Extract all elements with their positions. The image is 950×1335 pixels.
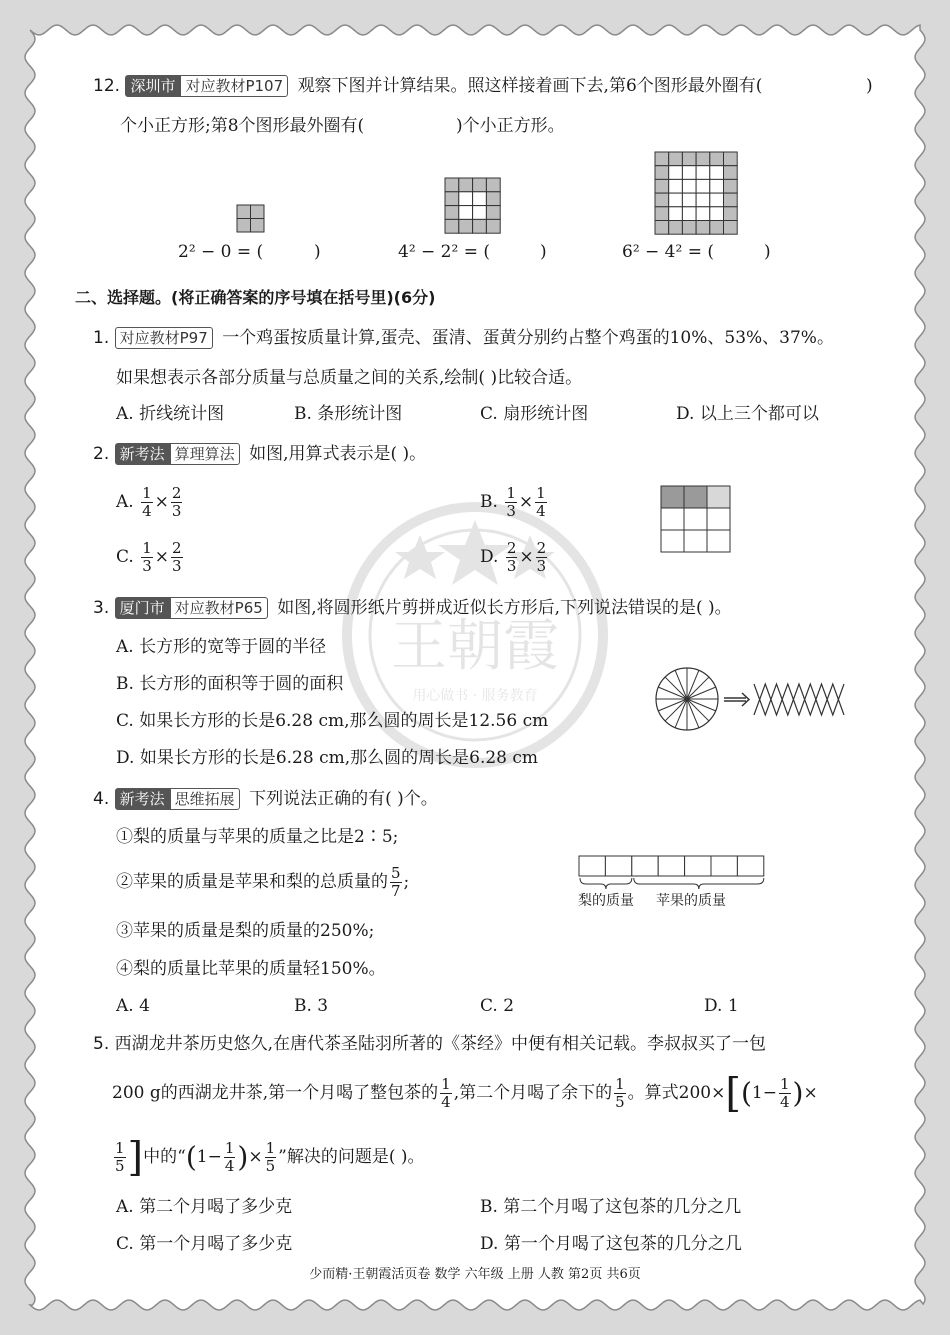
q3-option-b: B. 长方形的面积等于圆的面积	[116, 674, 344, 694]
q1-option-d: D. 以上三个都可以	[676, 404, 819, 424]
q5-option-c: C. 第一个月喝了多少克	[116, 1234, 293, 1254]
q5-option-a: A. 第二个月喝了多少克	[116, 1197, 293, 1217]
q3-option-c: C. 如果长方形的长是6.28 cm,那么圆的周长是12.56 cm	[116, 711, 549, 731]
q12-figure-1	[236, 204, 266, 234]
q4-text: 下列说法正确的有( )个。	[249, 789, 438, 809]
q2-option-d: D. $\frac{2}{3}$ × $\frac{2}{3}$	[480, 539, 547, 575]
arrow-icon	[724, 693, 749, 706]
q4-number: 4.	[93, 789, 110, 809]
q2-grid-figure	[660, 485, 732, 555]
q12-expr3: 6² − 4² = (	[622, 242, 714, 262]
watermark-brand: 王朝霞	[391, 614, 559, 679]
watermark-slogan: 用心做书 · 服务教育	[412, 688, 538, 704]
q5-number: 5.	[93, 1034, 110, 1054]
q2-line	[93, 443, 426, 465]
q1-option-b: B. 条形统计图	[294, 404, 403, 424]
q1-option-c: C. 扇形统计图	[480, 404, 589, 424]
q12-text2b: )个小正方形。	[456, 116, 565, 136]
q2-option-c: C. $\frac{1}{3}$ × $\frac{2}{3}$	[116, 539, 182, 575]
q3-option-d: D. 如果长方形的长是6.28 cm,那么圆的周长是6.28 cm	[116, 748, 539, 768]
q2-number: 2.	[93, 444, 110, 464]
q5-line3: $\frac{1}{5}$ ]中的“(1− $\frac{1}{4}$ )× $\frac{1}{5}$ ”解决的问题是( )。	[115, 1134, 425, 1181]
q4-option-c: C. 2	[480, 996, 515, 1016]
q4-option-a: A. 4	[116, 996, 150, 1016]
q3-number: 3.	[93, 598, 110, 618]
q1-option-a: A. 折线统计图	[116, 404, 225, 424]
q3-ref-tag: 对应教材P65	[170, 597, 268, 619]
q4-line	[93, 788, 438, 810]
q12-figure-3	[654, 151, 739, 235]
q4-statement-4: ④梨的质量比苹果的质量轻150%。	[116, 959, 386, 979]
q3-circle-figure	[654, 664, 849, 732]
q4-label-pear: 梨的质量	[578, 893, 634, 909]
q5-line1	[93, 1033, 766, 1055]
q5-option-b: B. 第二个月喝了这包茶的几分之几	[480, 1197, 742, 1217]
q4-statement-3: ③苹果的质量是梨的质量的250%;	[116, 921, 375, 941]
q5-option-d: D. 第一个月喝了这包茶的几分之几	[480, 1234, 742, 1254]
q2-option-a: A. $\frac{1}{4}$ × $\frac{2}{3}$	[116, 484, 182, 520]
q12-city-tag: 深圳市	[125, 75, 180, 97]
q2-tag1: 新考法	[115, 443, 170, 465]
q2-option-b: B. $\frac{1}{3}$ × $\frac{1}{4}$	[480, 484, 546, 520]
q12-expr1-close: )	[314, 242, 321, 262]
q4-option-d: D. 1	[704, 996, 739, 1016]
q1-line1	[93, 327, 834, 349]
q3-text: 如图,将圆形纸片剪拼成近似长方形后,下列说法错误的是( )。	[277, 598, 732, 618]
q1-text2: 如果想表示各部分质量与总质量之间的关系,绘制( )比较合适。	[116, 368, 583, 388]
q1-text1: 一个鸡蛋按质量计算,蛋壳、蛋清、蛋黄分别约占整个鸡蛋的10%、53%、37%。	[222, 328, 834, 348]
q4-tag2: 思维拓展	[170, 788, 240, 810]
q1-number: 1.	[93, 328, 110, 348]
q12-line1	[93, 75, 762, 97]
q4-statement-1: ①梨的质量与苹果的质量之比是2∶5;	[116, 827, 399, 847]
q12-close1: )	[866, 76, 873, 96]
q1-ref-tag: 对应教材P97	[115, 327, 213, 349]
q4-label-apple: 苹果的质量	[656, 893, 726, 909]
q4-option-b: B. 3	[294, 996, 329, 1016]
q5-text1: 西湖龙井茶历史悠久,在唐代茶圣陆羽所著的《茶经》中便有相关记载。李叔叔买了一包	[114, 1034, 767, 1054]
q12-text2: 个小正方形;第8个图形最外圈有(	[120, 116, 365, 136]
page-footer: 少而精·王朝霞活页卷 数学 六年级 上册 人教 第2页 共6页	[309, 1267, 641, 1282]
q3-option-a: A. 长方形的宽等于圆的半径	[116, 637, 327, 657]
q2-text: 如图,用算式表示是( )。	[249, 444, 427, 464]
q4-statement-2: ②苹果的质量是苹果和梨的总质量的 $\frac{5}{7}$ ;	[116, 864, 410, 900]
q12-ref-tag: 对应教材P107	[180, 75, 288, 97]
q4-bar-figure	[578, 855, 768, 895]
q5-line2: 200 g的西湖龙井茶,第一个月喝了整包茶的 $\frac{1}{4}$ ,第二个月喝了余下的 $\frac{1}{5}$ 。算式200×[(1− $\frac{1}{4}$ )×	[112, 1070, 818, 1117]
q12-expr1: 2² − 0 = (	[178, 242, 264, 262]
q12-expr3-close: )	[764, 242, 771, 262]
q2-tag2: 算理算法	[170, 443, 240, 465]
q12-expr2-close: )	[540, 242, 547, 262]
section2-title: 二、选择题。(将正确答案的序号填在括号里)(6分)	[75, 288, 436, 307]
q3-city-tag: 厦门市	[115, 597, 170, 619]
q12-text1: 观察下图并计算结果。照这样接着画下去,第6个图形最外圈有(	[297, 76, 763, 96]
q4-tag1: 新考法	[115, 788, 170, 810]
q12-expr2: 4² − 2² = (	[398, 242, 490, 262]
q12-figure-2	[444, 177, 502, 235]
q12-number: 12.	[93, 76, 121, 96]
q3-line	[93, 597, 732, 619]
